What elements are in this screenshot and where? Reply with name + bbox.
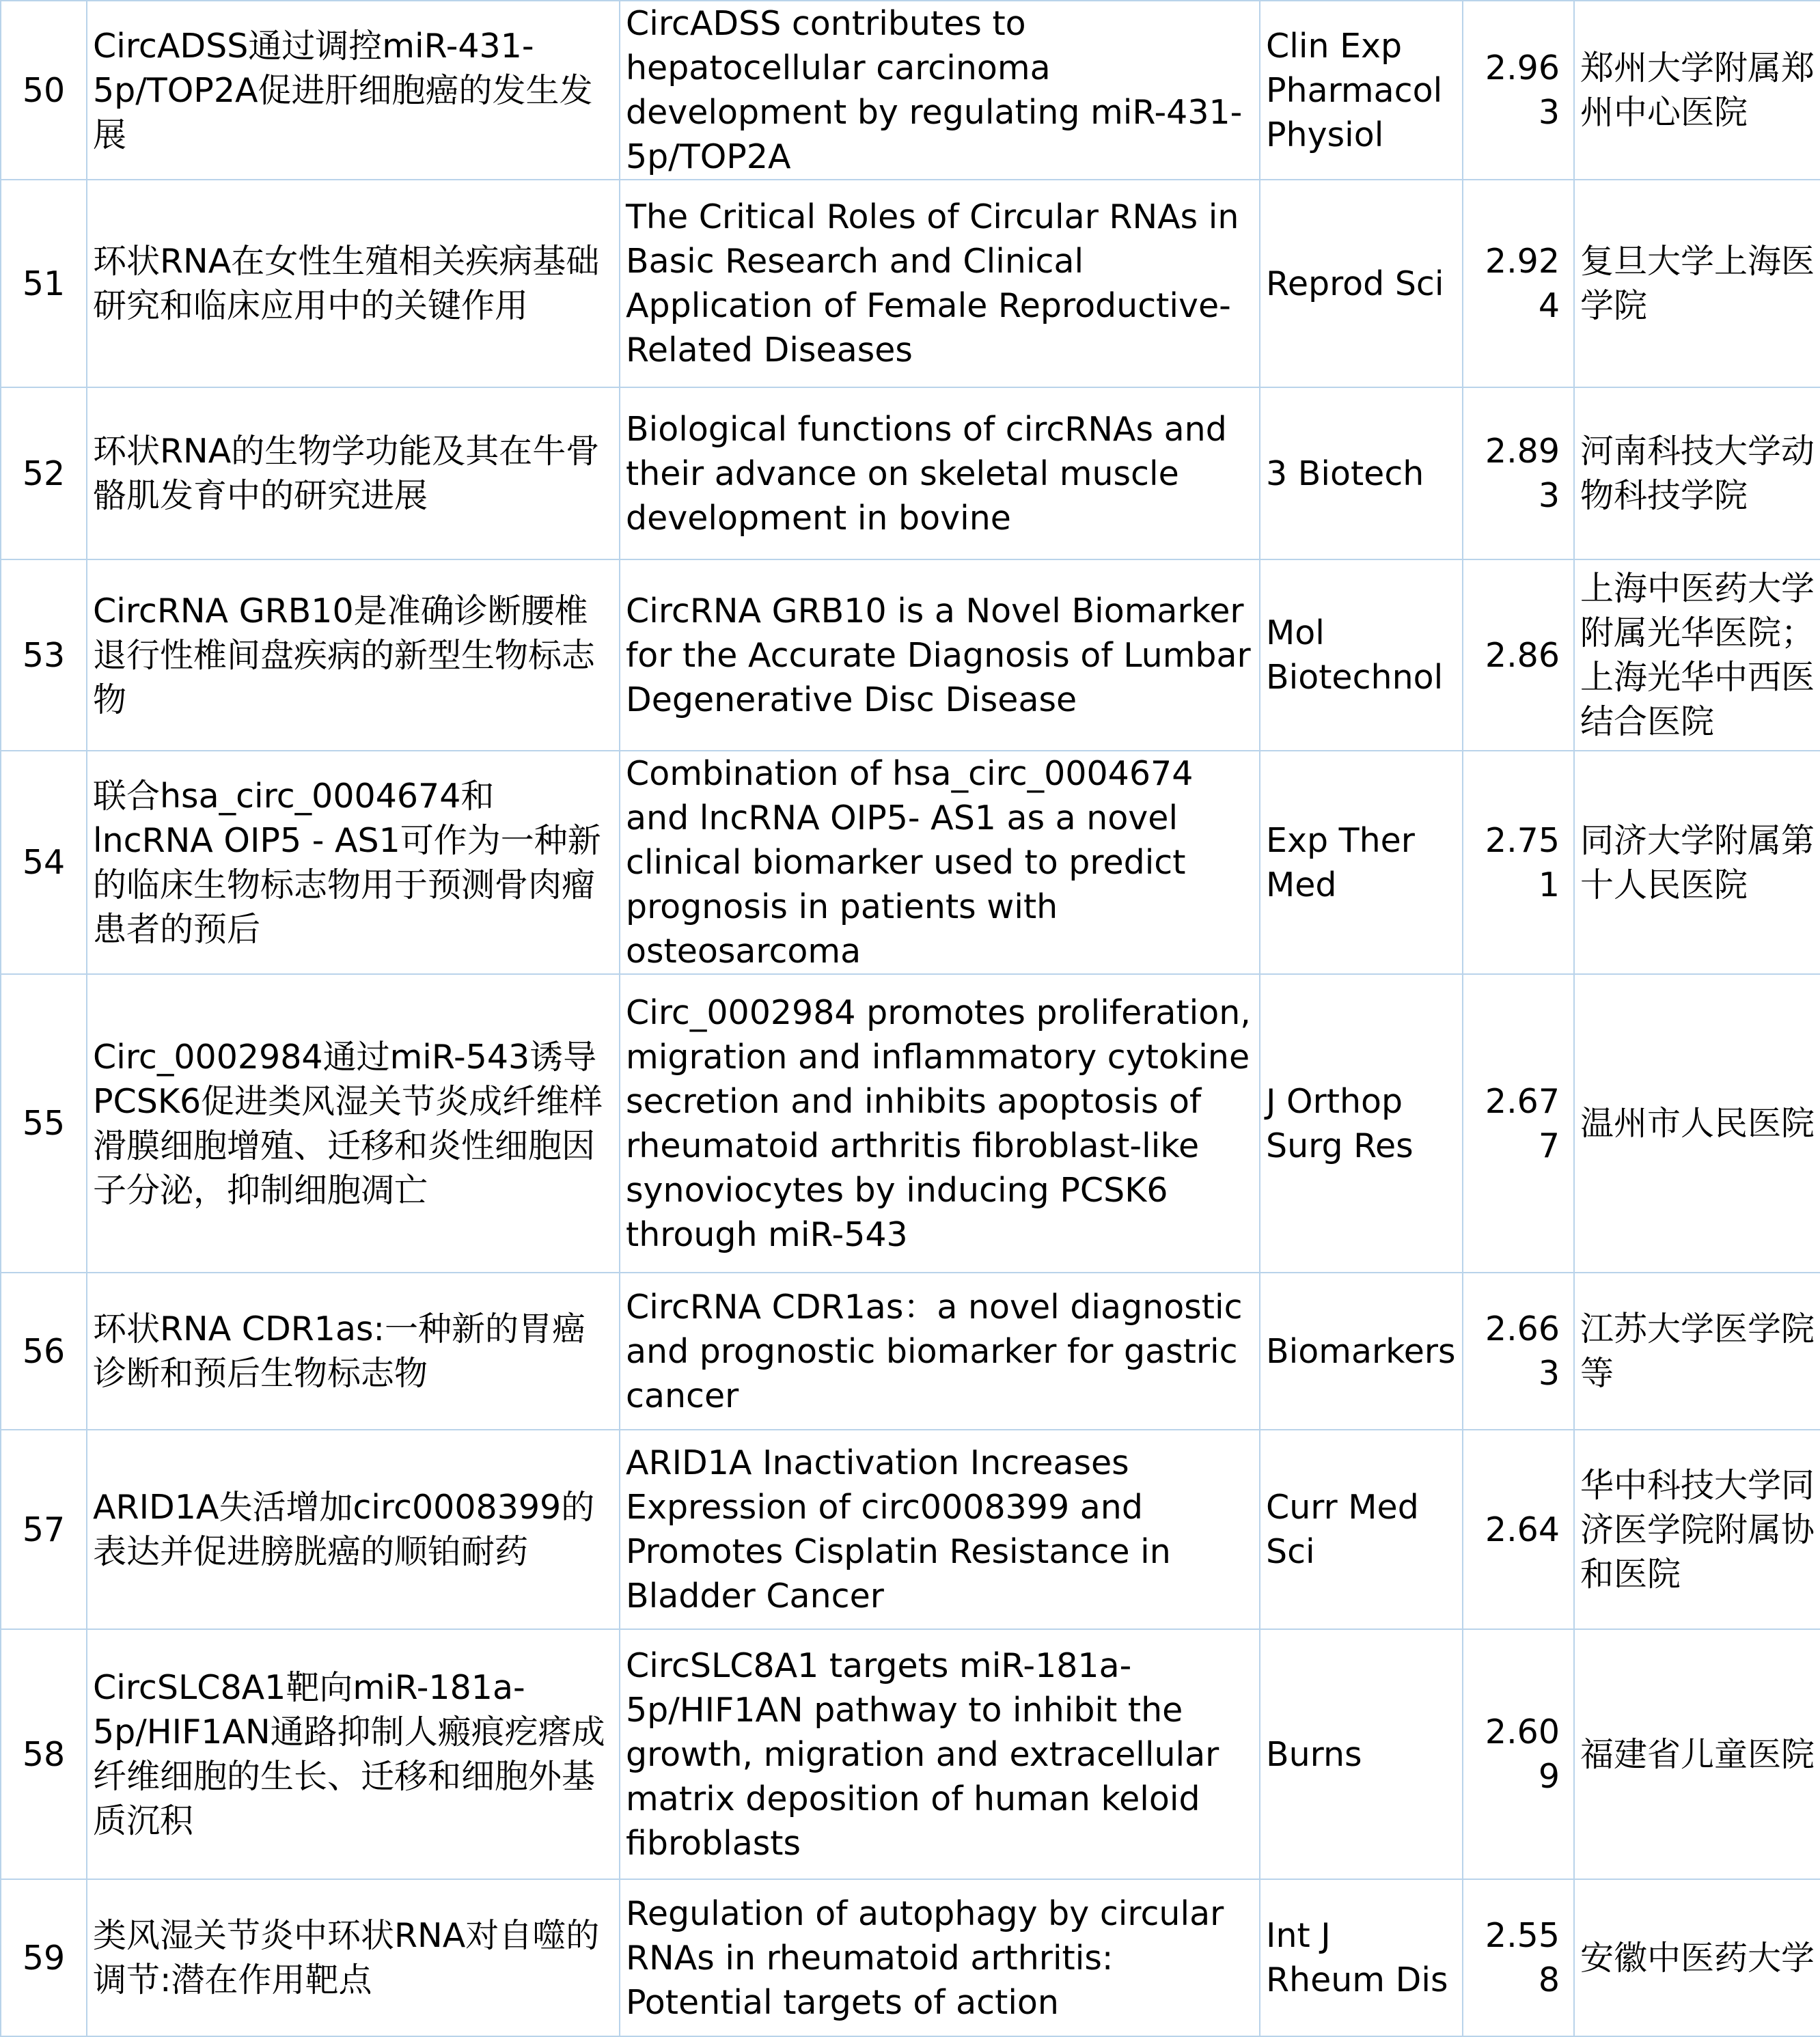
chinese-title-cell: 环状RNA在女性生殖相关疾病基础研究和临床应用中的关键作用 [87, 180, 620, 387]
row-number-cell: 59 [1, 1879, 87, 2036]
table-row [1, 1430, 1820, 1629]
impact-factor-cell: 2.963 [1463, 1, 1574, 180]
table-row [1, 559, 1820, 751]
institution-cell: 复旦大学上海医学院 [1574, 180, 1820, 387]
journal-name-cell: Burns [1260, 1629, 1463, 1879]
journal-name-cell: Biomarkers [1260, 1273, 1463, 1430]
table-row [1, 1879, 1820, 2036]
table-row [1, 387, 1820, 559]
publication-table-body [1, 1, 1820, 2036]
institution-cell: 河南科技大学动物科技学院 [1574, 387, 1820, 559]
row-number-cell: 50 [1, 1, 87, 180]
institution-cell: 安徽中医药大学 [1574, 1879, 1820, 2036]
table-row [1, 974, 1820, 1273]
impact-factor-cell: 2.558 [1463, 1879, 1574, 2036]
english-title-cell: CircADSS contributes to hepatocellular carcinoma development by regulating miR-431-5p/TOP2A [620, 1, 1260, 180]
chinese-title-cell: Circ_0002984通过miR-543诱导PCSK6促进类风湿关节炎成纤维样滑膜细胞增殖、迁移和炎性细胞因子分泌，抑制细胞凋亡 [87, 974, 620, 1273]
row-number-cell: 53 [1, 559, 87, 751]
row-number-cell: 58 [1, 1629, 87, 1879]
english-title-cell: CircRNA CDR1as：a novel diagnostic and prognostic biomarker for gastric cancer [620, 1273, 1260, 1430]
journal-name-cell: Mol Biotechnol [1260, 559, 1463, 751]
english-title-cell: Circ_0002984 promotes proliferation, migration and inflammatory cytokine secretion and inhibits apoptosis of rheumatoid arthritis fibroblast-like synoviocytes by inducing PCSK6 through miR-543 [620, 974, 1260, 1273]
impact-factor-cell: 2.609 [1463, 1629, 1574, 1879]
journal-name-cell: 3 Biotech [1260, 387, 1463, 559]
row-number-cell: 51 [1, 180, 87, 387]
english-title-cell: The Critical Roles of Circular RNAs in Basic Research and Clinical Application of Female Reproductive-Related Diseases [620, 180, 1260, 387]
english-title-cell: ARID1A Inactivation Increases Expression of circ0008399 and Promotes Cisplatin Resistance in Bladder Cancer [620, 1430, 1260, 1629]
chinese-title-cell: CircSLC8A1靶向miR-181a-5p/HIF1AN通路抑制人瘢痕疙瘩成纤维细胞的生长、迁移和细胞外基质沉积 [87, 1629, 620, 1879]
row-number-cell: 55 [1, 974, 87, 1273]
institution-cell: 华中科技大学同济医学院附属协和医院 [1574, 1430, 1820, 1629]
chinese-title-cell: CircADSS通过调控miR-431-5p/TOP2A促进肝细胞癌的发生发展 [87, 1, 620, 180]
journal-name-cell: Curr Med Sci [1260, 1430, 1463, 1629]
english-title-cell: CircRNA GRB10 is a Novel Biomarker for the Accurate Diagnosis of Lumbar Degenerative Disc Disease [620, 559, 1260, 751]
chinese-title-cell: 类风湿关节炎中环状RNA对自噬的调节:潜在作用靶点 [87, 1879, 620, 2036]
impact-factor-cell: 2.677 [1463, 974, 1574, 1273]
institution-cell: 福建省儿童医院 [1574, 1629, 1820, 1879]
english-title-cell: CircSLC8A1 targets miR-181a-5p/HIF1AN pathway to inhibit the growth, migration and extracellular matrix deposition of human keloid fibroblasts [620, 1629, 1260, 1879]
journal-name-cell: Clin Exp Pharmacol Physiol [1260, 1, 1463, 180]
institution-cell: 上海中医药大学附属光华医院；上海光华中西医结合医院 [1574, 559, 1820, 751]
chinese-title-cell: CircRNA GRB10是准确诊断腰椎退行性椎间盘疾病的新型生物标志物 [87, 559, 620, 751]
journal-name-cell: Int J Rheum Dis [1260, 1879, 1463, 2036]
english-title-cell: Combination of hsa_circ_0004674 and lncRNA OIP5- AS1 as a novel clinical biomarker used to predict prognosis in patients with osteosarcoma [620, 751, 1260, 974]
journal-name-cell: Exp Ther Med [1260, 751, 1463, 974]
impact-factor-cell: 2.64 [1463, 1430, 1574, 1629]
table-row [1, 1629, 1820, 1879]
table-row [1, 180, 1820, 387]
impact-factor-cell: 2.893 [1463, 387, 1574, 559]
chinese-title-cell: 联合hsa_circ_0004674和lncRNA OIP5 - AS1可作为一种新的临床生物标志物用于预测骨肉瘤患者的预后 [87, 751, 620, 974]
english-title-cell: Biological functions of circRNAs and their advance on skeletal muscle development in bovine [620, 387, 1260, 559]
chinese-title-cell: ARID1A失活增加circ0008399的表达并促进膀胱癌的顺铂耐药 [87, 1430, 620, 1629]
journal-name-cell: Reprod Sci [1260, 180, 1463, 387]
institution-cell: 郑州大学附属郑州中心医院 [1574, 1, 1820, 180]
table-row [1, 1273, 1820, 1430]
institution-cell: 同济大学附属第十人民医院 [1574, 751, 1820, 974]
row-number-cell: 54 [1, 751, 87, 974]
institution-cell: 江苏大学医学院等 [1574, 1273, 1820, 1430]
impact-factor-cell: 2.751 [1463, 751, 1574, 974]
row-number-cell: 56 [1, 1273, 87, 1430]
english-title-cell: Regulation of autophagy by circular RNAs in rheumatoid arthritis: Potential targets of action [620, 1879, 1260, 2036]
chinese-title-cell: 环状RNA CDR1as:一种新的胃癌诊断和预后生物标志物 [87, 1273, 620, 1430]
impact-factor-cell: 2.86 [1463, 559, 1574, 751]
impact-factor-cell: 2.663 [1463, 1273, 1574, 1430]
institution-cell: 温州市人民医院 [1574, 974, 1820, 1273]
impact-factor-cell: 2.924 [1463, 180, 1574, 387]
row-number-cell: 57 [1, 1430, 87, 1629]
chinese-title-cell: 环状RNA的生物学功能及其在牛骨骼肌发育中的研究进展 [87, 387, 620, 559]
table-row [1, 751, 1820, 974]
journal-name-cell: J Orthop Surg Res [1260, 974, 1463, 1273]
row-number-cell: 52 [1, 387, 87, 559]
table-row [1, 1, 1820, 180]
